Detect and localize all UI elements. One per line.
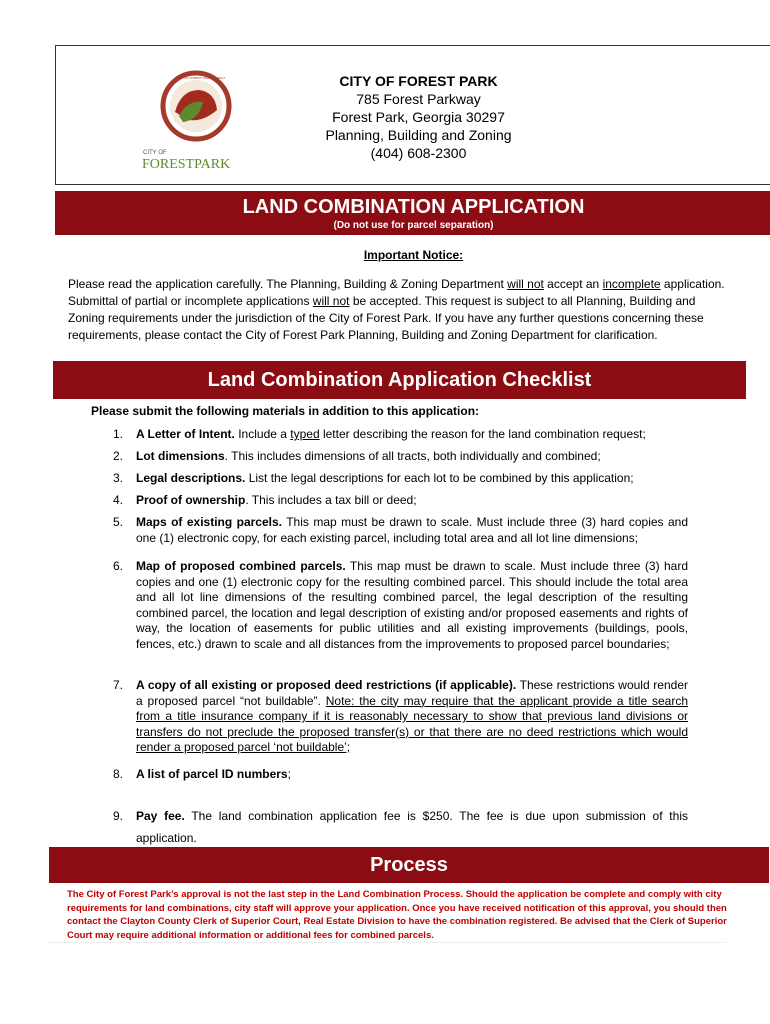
checklist-item: 7. A copy of all existing or proposed deed restrictions (if applicable). These restrictions would render a proposed parcel “not buildable”. Note: the city may require that the applicant provide a title search from a title insurance company if it is reasonably necessary to show that previous land divisions or transfers do not preclude the proposed transfer(s) or that there are no deed restrictions which would render a proposed parcel ‘not buildable’; [113, 678, 688, 754]
letterhead [55, 45, 770, 185]
divider [46, 942, 726, 943]
notice-heading: Important Notice: [363, 248, 464, 262]
city-logo [141, 66, 251, 176]
process-text: The City of Forest Park’s approval is not the last step in the Land Combination Process. Should the application be complete and comply with city requirements for land combinations, city staff will approve your application. Once you have received notification of this approval, you should then contact the Clayton County Clerk of Superior Court, Real Estate Division to have the combination registered. Be advised that the Clerk of Superior Court may require additional information or additional fees for combined parcels. [67, 889, 727, 941]
checklist-item: 6. Map of proposed combined parcels. This map must be drawn to scale. Must include three (3) hard copies and one (1) electronic copy for the resulting combined parcel. This should include the total area and all lot line dimensions of the resulting combined parcel, the legal description of the resulting combined parcel, the location and legal description of existing and/or proposed easements and rights of way, the location of easements for public utilities and all existing improvements (buildings, pools, fences, etc.) drawn to scale and all distances from the improvements to proposed parcel boundaries; [113, 559, 688, 651]
city-name: CITY OF FOREST PARK [339, 73, 498, 89]
notice-text: Please read the application carefully. The Planning, Building & Zoning Department will not accept an incomplete application. Submittal of partial or incomplete applications will not be accepted. This request is subject to all Planning, Building and Zoning requirements under the jurisdiction of the City of Forest Park. If you have any further questions concerning these requirements, please contact the City of Forest Park Planning, Building and Zoning Department for clarification. [68, 277, 725, 342]
phone-number: (404) 608-2300 [370, 145, 467, 161]
city-address [316, 72, 521, 162]
checklist-item: 8. A list of parcel ID numbers; [113, 767, 291, 781]
checklist-item: 1. A Letter of Intent. Include a typed letter describing the reason for the land combination request; [113, 427, 646, 441]
city-state-zip: Forest Park, Georgia 30297 [332, 109, 505, 125]
street-address: 785 Forest Parkway [356, 91, 481, 107]
process-banner: Process [49, 847, 769, 883]
logo-ring-text: CITY OF FOREST PARK GEORGIA [177, 76, 226, 80]
checklist-item: 5. Maps of existing parcels. This map must be drawn to scale. Must include three (3) hard copies and one (1) electronic copy, for each existing parcel, including total area and all lot line dimensions; [113, 515, 689, 545]
checklist-item: 2. Lot dimensions. This includes dimensions of all tracts, both individually and combined; [113, 449, 601, 463]
checklist-item: 4. Proof of ownership. This includes a tax bill or deed; [113, 493, 417, 507]
checklist-item: 3. Legal descriptions. List the legal descriptions for each lot to be combined by this application; [113, 471, 634, 485]
form-subtitle: (Do not use for parcel separation) [333, 220, 494, 231]
checklist-item: 9. Pay fee. The land combination application fee is $250. The fee is due upon submission of this application. [113, 809, 688, 845]
form-title: LAND COMBINATION APPLICATION [242, 196, 585, 218]
department-name: Planning, Building and Zoning [325, 127, 512, 143]
logo-main-text: FORESTPARK [142, 157, 231, 172]
title-banner [55, 191, 770, 235]
logo-small-text: CITY OF [143, 150, 167, 156]
checklist-banner: Land Combination Application Checklist [53, 361, 746, 399]
checklist-intro: Please submit the following materials in addition to this application: [91, 404, 480, 418]
